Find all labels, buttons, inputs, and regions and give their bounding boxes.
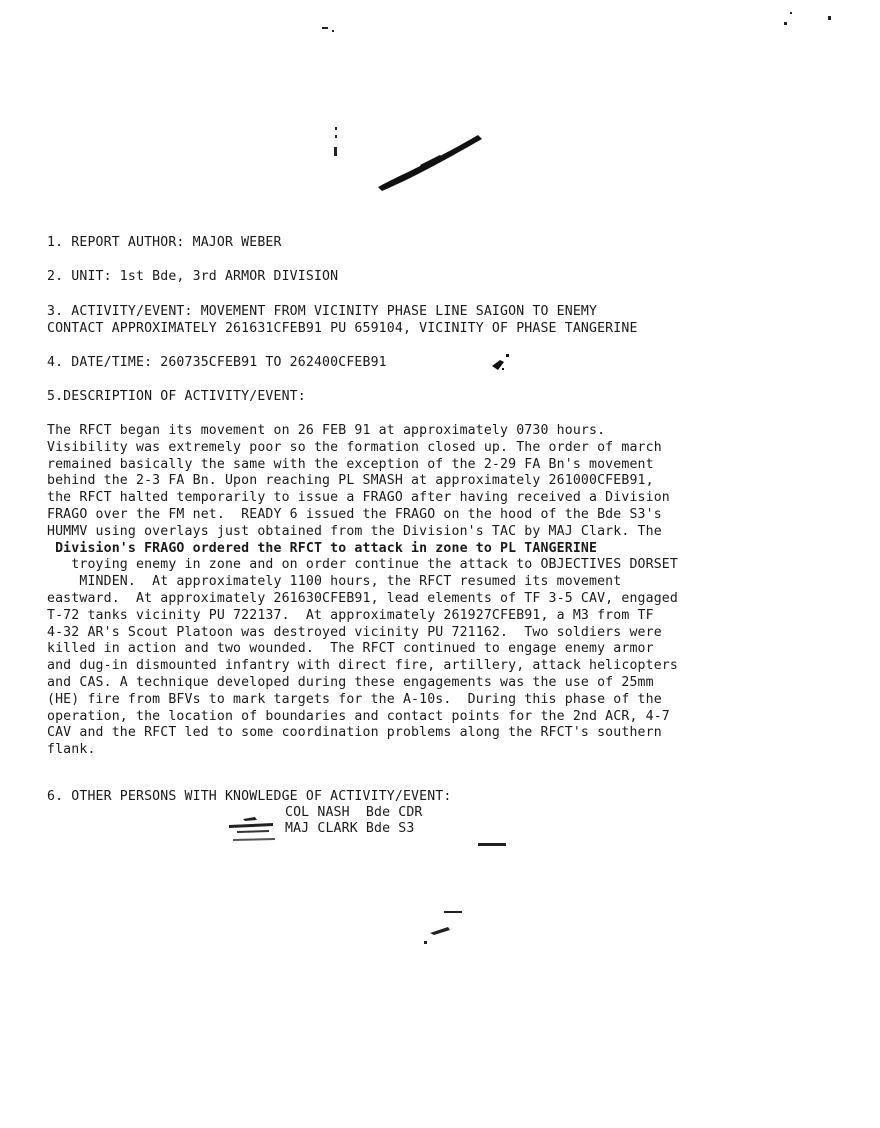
description-line: T-72 tanks vicinity PU 722137. At approximately 261927CFEB91, a M3 from TF [47,607,654,623]
description-line: behind the 2-3 FA Bn. Upon reaching PL SMASH at approximately 261000CFEB91, [47,473,654,489]
other-persons-heading: 6. OTHER PERSONS WITH KNOWLEDGE OF ACTIVITY/EVENT: [47,789,452,804]
description-line: operation, the location of boundaries and contact points for the 2nd ACR, 4-7 [47,708,670,724]
scan-blot-date [488,350,516,376]
description-line: Visibility was extremely poor so the formation closed up. The order of march [47,439,662,455]
report-author: 1. REPORT AUTHOR: MAJOR WEBER [47,235,282,250]
scan-scribble-left [225,813,280,848]
description-line: killed in action and two wounded. The RFCT continued to engage enemy armor [47,641,654,657]
scan-dash-right [468,840,513,850]
report-unit: 2. UNIT: 1st Bde, 3rd ARMOR DIVISION [47,269,339,284]
person-entry: MAJ CLARK Bde S3 [285,821,415,836]
activity-event-line-2: CONTACT APPROXIMATELY 261631CFEB91 PU 659104, VICINITY OF PHASE TANGERINE [47,321,638,336]
description-line: MINDEN. At approximately 1100 hours, the RFCT resumed its movement [47,574,622,590]
description-line: the RFCT halted temporarily to issue a FRAGO after having received a Division [47,490,670,506]
description-line: HUMMV using overlays just obtained from the Division's TAC by MAJ Clark. The [47,523,662,539]
description-line: FRAGO over the FM net. READY 6 issued the FRAGO on the hood of the Bde S3's [47,506,662,522]
scan-mark-corner [780,8,840,33]
activity-event-line-1: 3. ACTIVITY/EVENT: MOVEMENT FROM VICINITY PHASE LINE SAIGON TO ENEMY [47,304,598,319]
scan-smudge-diagonal [370,125,490,195]
description-line: The RFCT began its movement on 26 FEB 91 at approximately 0730 hours. [47,423,606,438]
person-entry: COL NASH Bde CDR [285,805,423,820]
description-heading: 5.DESCRIPTION OF ACTIVITY/EVENT: [47,389,306,404]
description-line: eastward. At approximately 261630CFEB91, lead elements of TF 3-5 CAV, engaged [47,590,678,606]
scan-mark-top [320,24,340,34]
description-paragraph [47,423,807,759]
scan-mark-bottom [420,905,470,950]
description-line: and CAS. A technique developed during these engagements was the use of 25mm [47,674,654,690]
description-line: 4-32 AR's Scout Platoon was destroyed vicinity PU 721162. Two soldiers were [47,624,662,640]
description-line: and dug-in dismounted infantry with direct fire, artillery, attack helicopters [47,658,678,674]
date-time: 4. DATE/TIME: 260735CFEB91 TO 262400CFEB91 [47,355,387,370]
description-line: troying enemy in zone and on order continue the attack to OBJECTIVES DORSET [47,557,678,573]
description-line: Division's FRAGO ordered the RFCT to attack in zone to PL TANGERINE [47,540,598,556]
description-line: (HE) fire from BFVs to mark targets for the A-10s. During this phase of the [47,691,662,707]
description-line: remained basically the same with the exception of the 2-29 FA Bn's movement [47,456,654,472]
scan-mark-vertical [330,125,342,160]
description-line: CAV and the RFCT led to some coordination problems along the RFCT's southern [47,725,662,741]
description-line: flank. [47,742,96,758]
